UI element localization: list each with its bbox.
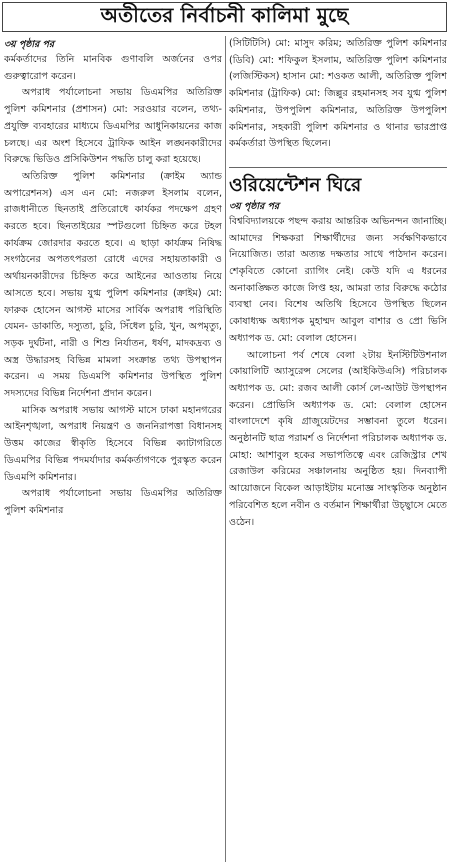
headline: অতীতের নির্বাচনী কালিমা মুছে (100, 2, 349, 27)
article-paragraph: কর্মকর্তাদের তিনি মানবিক গুণাবলি অর্জনের ওপর গুরুত্বারোপ করেন। (4, 54, 222, 82)
left-column (4, 36, 222, 864)
article-paragraph: অপরাধ পর্যালোচনা সভায় ডিএমপির অতিরিক্ত পুলিশ কমিশনার (4, 488, 222, 516)
article-paragraph: অতিরিক্ত পুলিশ কমিশনার (ক্রাইম অ্যান্ড অপারেশনস) এস এন মো: নজরুল ইসলাম বলেন, রাজধানীতে ছিনতাই প্রতিরোধে কার্যকর পদক্ষেপ গ্রহণ করতে হবে। ছিনতাইয়ের স্পটগুলো চিহ্নিত করে টহল কার্যক্রম জোরদার করতে হবে। এ ছাড়া কার্যক্রম নিষিদ্ধ সংগঠনের অপতৎপরতা রোধে এদের সহায়তাকারী ও অর্থায়নকারীদের চিহ্নিত করে আইনের আওতায় নিয়ে আসতে হবে। সভায় যুগ্ম পুলিশ কমিশনার (ক্রাইম) মো: ফারুক হোসেন আগস্ট মাসের সার্বিক অপরাধ পরিস্থিতি যেমন- ডাকাতি, দস্যুতা, চুরি, সিঁধেল চুরি, খুন, অপমৃত্যু, সড়ক দুর্ঘটনা, নারী ও শিশু নির্যাতন, ধর্ষণ, মাদকদ্রব্য ও অস্ত্র উদ্ধারসহ বিভিন্ন মামলা সংক্রান্ত তথ্য উপস্থাপন করেন। এ সময় ডিএমপি কমিশনার উপস্থিত পুলিশ সদস্যদের বিভিন্ন নির্দেশনা প্রদান করেন। (4, 170, 222, 400)
right-column (229, 36, 447, 864)
article-paragraph: আলোচনা পর্ব শেষে বেলা ২টায় ইনস্টিটিউশনাল কোয়ালিটি অ্যাসুরেন্স সেলের (আইকিউএসি) পরিচালক অধ্যাপক ড. মো: রজব আলী কোর্স লে-আউট উপস্থাপন করেন। প্রোভিসি অধ্যাপক ড. মো: বেলাল হোসেন বাংলাদেশে কৃষি গ্রাজুয়েটদের সম্ভাবনা তুলে ধরেন। অনুষ্ঠানটি ছাত্র পরামর্শ ও নির্দেশনা পরিচালক অধ্যাপক ড. মোহা: আশাবুল হকের সভাপতিত্বে এবং রেজিস্ট্রার শেখ রেজাউল করিমের সঞ্চালনায় অনুষ্ঠিত হয়। দিনব্যাপী আয়োজনে বিকেল আড়াইটায় মনোজ্ঞ সাংস্কৃতিক অনুষ্ঠান পরিবেশিত হলে নবীন ও বর্তমান শিক্ষার্থীরা উচ্ছ্বাসে মেতে ওঠেন। (229, 349, 447, 528)
column-divider (225, 36, 226, 862)
article-paragraph: (সিটিটিসি) মো: মাসুদ করিম; অতিরিক্ত পুলিশ কমিশনার (ডিবি) মো: শফিকুল ইসলাম, অতিরিক্ত পুলিশ কমিশনার (লজিস্টিকস) হাসান মো: শওকত আলী, অতিরিক্ত পুলিশ কমিশনার (ট্রাফিক) মো: জিল্লুর রহমানসহ সব যুগ্ম পুলিশ কমিশনার, উপপুলিশ কমিশনার, অতিরিক্ত উপপুলিশ কমিশনার, সহকারী পুলিশ কমিশনার ও থানার ভারপ্রাপ্ত কর্মকর্তারা উপস্থিত ছিলেন। (229, 38, 447, 150)
headline-box (2, 2, 447, 32)
subheadline: ওরিয়েন্টেশন ঘিরে (229, 174, 362, 196)
article-paragraph: বিশ্ববিদ্যালয়কে পছন্দ করায় আন্তরিক অভিনন্দন জানাচ্ছি। আমাদের শিক্ষকরা শিক্ষার্থীদের জন্য সর্বক্ষণিকভাবে নিয়োজিত। তারা অত্যন্ত দক্ষতার সাথে পাঠদান করেন। শেকৃবিতে কোনো র‌্যাগিং নেই। কেউ যদি এ ধরনের অনাকাঙ্ক্ষিত কাজে লিপ্ত হয়, আমরা তার বিরুদ্ধে কঠোর ব্যবস্থা নেব। বিশেষ অতিথি হিসেবে উপস্থিত ছিলেন কোষাধ্যক্ষ অধ্যাপক মুহাম্মদ আবুল বাশার ও প্রো ভিসি অধ্যাপক ড. মো: বেলাল হোসেন। (229, 215, 447, 344)
continued-label: ৩য় পৃষ্ঠার পর (229, 200, 280, 212)
article-paragraph: মাসিক অপরাধ সভায় আগস্ট মাসে ঢাকা মহানগরের আইনশৃঙ্খলা, অপরাধ নিয়ন্ত্রণ ও জননিরাপত্তা বিধানসহ উত্তম কাজের স্বীকৃতি হিসেবে বিভিন্ন ক্যাটাগরিতে ডিএমপির বিভিন্ন পদমর্যাদার কর্মকর্তাগণকে পুরস্কৃত করেন ডিএমপি কমিশনার। (4, 404, 222, 483)
article-paragraph: অপরাধ পর্যালোচনা সভায় ডিএমপির অতিরিক্ত পুলিশ কমিশনার (প্রশাসন) মো: সরওয়ার বলেন, তথ্য-প্রযুক্তি ব্যবহারের মাধ্যমে ডিএমপির আধুনিকায়নের কাজ চলছে। এর অংশ হিসেবে ট্রাফিক আইন লঙ্ঘনকারীদের বিরুদ্ধে ভিডিও প্রসিকিউশন পদ্ধতি চালু করা হয়েছে। (4, 87, 222, 166)
section-divider (229, 167, 447, 168)
continued-label: ৩য় পৃষ্ঠার পর (4, 39, 55, 50)
